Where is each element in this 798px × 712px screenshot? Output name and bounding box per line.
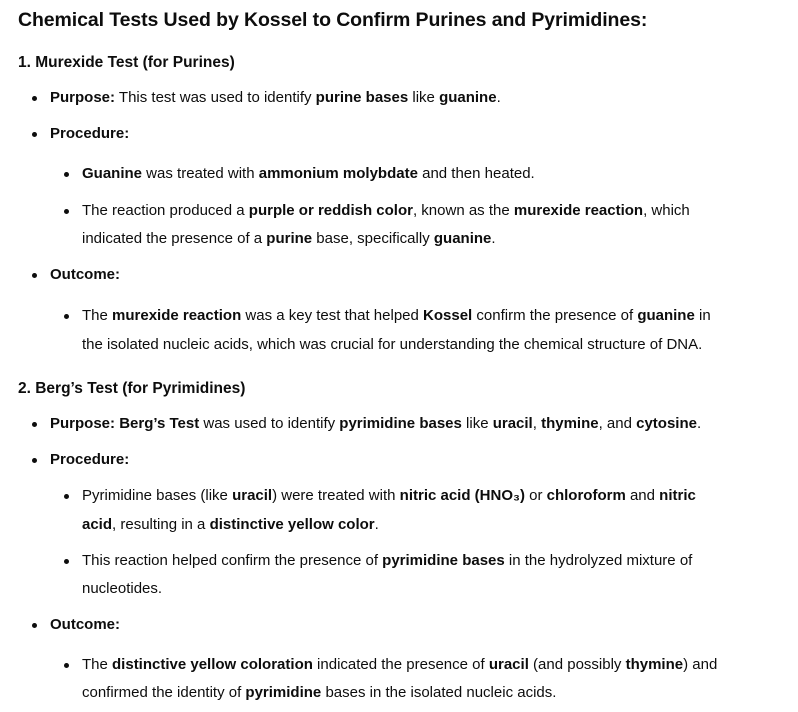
procedure-item: This reaction helped confirm the presence of pyrimidine bases in the hydrolyzed mixture of <box>82 552 693 569</box>
procedure-item-continued: indicated the presence of a purine base, specifically guanine. <box>82 230 496 247</box>
procedure-label: Procedure: <box>50 125 130 142</box>
bullet-icon <box>32 96 37 101</box>
bullet-icon <box>64 209 69 214</box>
section-heading-bergs-test: 2. Berg’s Test (for Pyrimidines) <box>18 380 246 397</box>
outcome-item-continued: confirmed the identity of pyrimidine bases in the isolated nucleic acids. <box>82 684 557 701</box>
bullet-icon <box>32 132 37 137</box>
procedure-label: Procedure: <box>50 451 130 468</box>
bullet-icon <box>32 623 37 628</box>
procedure-item: Guanine was treated with ammonium molybdate and then heated. <box>82 165 535 182</box>
outcome-item: The murexide reaction was a key test that helped Kossel confirm the presence of guanine in <box>82 307 711 324</box>
purpose-line: Purpose: Berg’s Test was used to identify pyrimidine bases like uracil, thymine, and cytosine. <box>50 415 702 432</box>
bullet-icon <box>64 494 69 499</box>
bullet-icon <box>64 663 69 668</box>
outcome-item-continued: the isolated nucleic acids, which was crucial for understanding the chemical structure of DNA. <box>82 336 703 353</box>
bullet-icon <box>32 458 37 463</box>
procedure-item: Pyrimidine bases (like uracil) were treated with nitric acid (HNO₃) or chloroform and nitric <box>82 487 696 504</box>
bullet-icon <box>64 172 69 177</box>
outcome-label: Outcome: <box>50 616 121 633</box>
bullet-icon <box>32 273 37 278</box>
section-heading-murexide: 1. Murexide Test (for Purines) <box>18 54 235 71</box>
purpose-line: Purpose: This test was used to identify purine bases like guanine. <box>50 89 501 106</box>
bullet-icon <box>32 422 37 427</box>
bullet-icon <box>64 314 69 319</box>
procedure-item-continued: nucleotides. <box>82 580 163 597</box>
procedure-item-continued: acid, resulting in a distinctive yellow color. <box>82 516 379 533</box>
outcome-label: Outcome: <box>50 266 121 283</box>
bullet-icon <box>64 559 69 564</box>
procedure-item: The reaction produced a purple or reddish color, known as the murexide reaction, which <box>82 202 690 219</box>
outcome-item: The distinctive yellow coloration indicated the presence of uracil (and possibly thymine) and <box>82 656 718 673</box>
page-title: Chemical Tests Used by Kossel to Confirm Purines and Pyrimidines: <box>18 9 648 31</box>
